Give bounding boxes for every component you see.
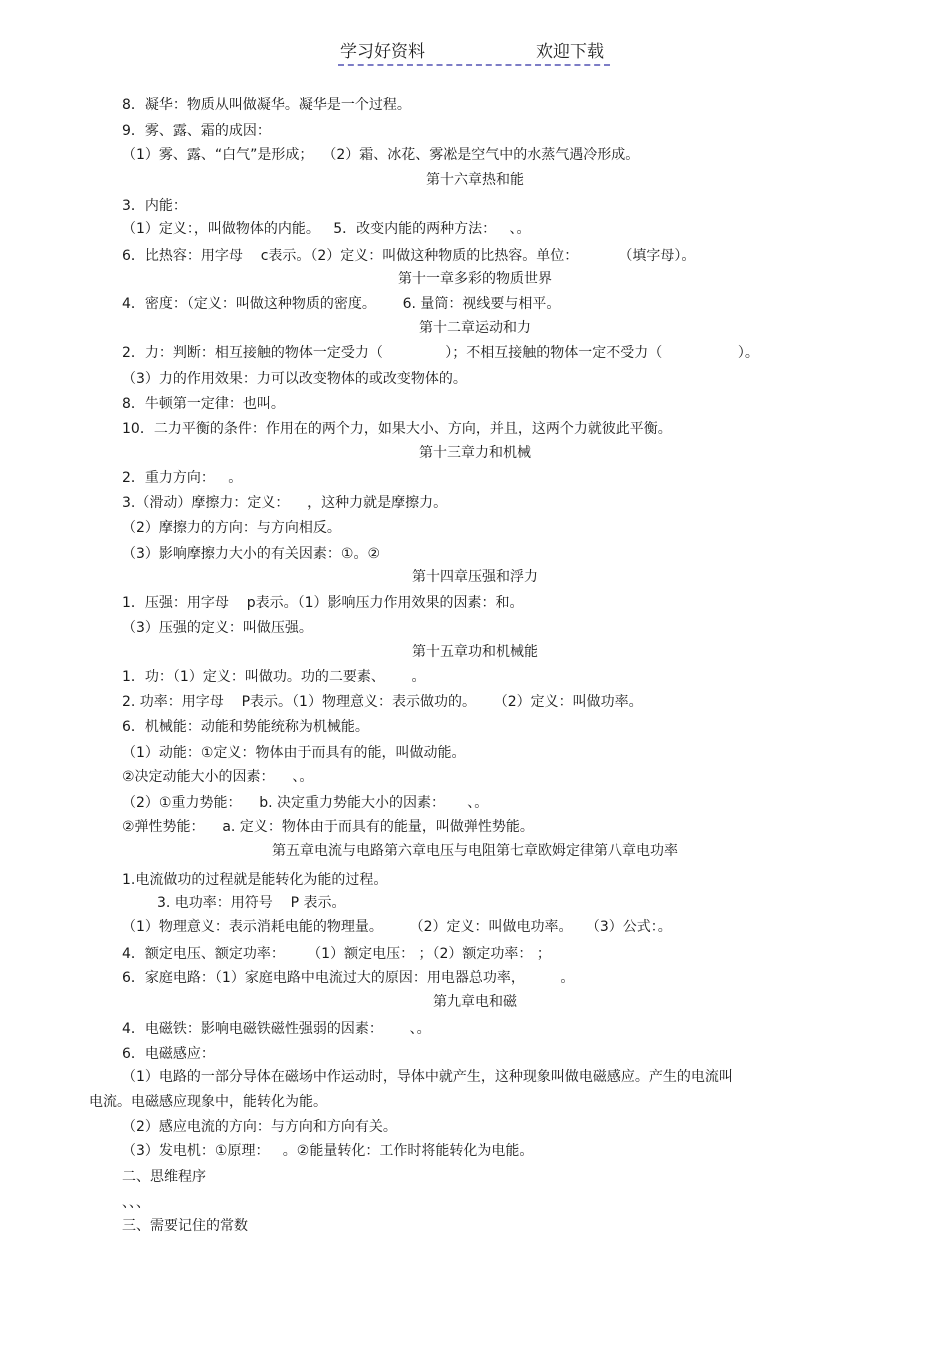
text-line: （3）力的作用效果：力可以改变物体的或改变物体的。 [122, 371, 467, 387]
text-line: ②弹性势能： a. 定义：物体由于而具有的能量，叫做弹性势能。 [122, 819, 534, 835]
text-line: 10．二力平衡的条件：作用在的两个力，如果大小、方向，并且，这两个力就彼此平衡。 [122, 421, 672, 437]
text-line: 1．功：（1）定义：叫做功。功的二要素、 。 [122, 669, 426, 685]
text-line: 2．力：判断：相互接触的物体一定受力（ ）；不相互接触的物体一定不受力（ ）。 [122, 345, 759, 361]
text-line: 8．牛顿第一定律：也叫。 [122, 396, 285, 412]
text-line: 4．密度：（定义：叫做这种物质的密度。 6. 量筒：视线要与相平。 [122, 296, 561, 312]
text-line: （1）电路的一部分导体在磁场中作运动时，导体中就产生，这种现象叫做电磁感应。产生的电流叫 [122, 1069, 733, 1085]
text-line: （1）物理意义：表示消耗电能的物理量。 （2）定义：叫做电功率。 （3）公式：。 [122, 919, 672, 935]
text-line: 3. 电功率：用符号 P 表示。 [157, 895, 346, 911]
chapter-heading: 第十四章压强和浮力 [412, 569, 538, 585]
text-line: （1）定义：，叫做物体的内能。 5．改变内能的两种方法： 、。 [122, 221, 531, 237]
text-line: 6．机械能：动能和势能统称为机械能。 [122, 719, 369, 735]
page-header [338, 40, 610, 66]
text-line: ②决定动能大小的因素： 、。 [122, 769, 314, 785]
text-line: （1）动能：①定义：物体由于而具有的能，叫做动能。 [122, 745, 466, 761]
header-right-text: 欢迎下载 [536, 42, 604, 62]
chapter-heading: 第十一章多彩的物质世界 [398, 271, 552, 287]
text-line: （3）发电机：①原理： 。②能量转化：工作时将能转化为电能。 [122, 1143, 534, 1159]
text-line: （2）①重力势能： b. 决定重力势能大小的因素： 、。 [122, 795, 489, 811]
chapter-heading: 第十五章功和机械能 [412, 644, 538, 660]
text-line: 3.（滑动）摩擦力：定义： ，这种力就是摩擦力。 [122, 495, 448, 511]
text-line: （1）雾、露、“白气”是形成； （2）霜、冰花、雾凇是空气中的水蒸气遇冷形成。 [122, 147, 640, 163]
text-line: 8．凝华：物质从叫做凝华。凝华是一个过程。 [122, 97, 411, 113]
text-line: 电流。电磁感应现象中，能转化为能。 [89, 1094, 327, 1110]
text-line: 2．重力方向： 。 [122, 470, 243, 486]
chapter-heading: 第十六章热和能 [426, 172, 524, 188]
text-line: （2）感应电流的方向：与方向和方向有关。 [122, 1119, 397, 1135]
text-line: 9．雾、露、霜的成因： [122, 123, 271, 139]
chapter-heading: 第九章电和磁 [433, 994, 517, 1010]
chapter-heading: 第十二章运动和力 [419, 320, 531, 336]
text-line: 二、思维程序 [122, 1169, 206, 1185]
header-left-text: 学习好资料 [340, 42, 425, 62]
text-line: 三、需要记住的常数 [122, 1218, 248, 1234]
text-line: 1.电流做功的过程就是能转化为能的过程。 [122, 872, 388, 888]
text-line: 6．家庭电路：（1）家庭电路中电流过大的原因：用电器总功率， 。 [122, 970, 575, 986]
chapter-heading: 第十三章力和机械 [419, 445, 531, 461]
text-line: 3．内能： [122, 198, 187, 214]
text-line: 2. 功率：用字母 P表示。（1）物理意义：表示做功的。 （2）定义：叫做功率。 [122, 694, 643, 710]
text-line: 6．比热容：用字母 c表示。（2）定义：叫做这种物质的比热容。单位： （填字母）。 [122, 248, 696, 264]
text-line: （2）摩擦力的方向：与方向相反。 [122, 520, 341, 536]
text-line: 4．电磁铁：影响电磁铁磁性强弱的因素： 、。 [122, 1021, 431, 1037]
text-line: 、、、 [122, 1195, 150, 1211]
text-line: （3）影响摩擦力大小的有关因素：①。② [122, 546, 381, 562]
text-line: （3）压强的定义：叫做压强。 [122, 620, 313, 636]
text-line: 6．电磁感应： [122, 1046, 215, 1062]
chapter-heading: 第五章电流与电路第六章电压与电阻第七章欧姆定律第八章电功率 [272, 843, 678, 859]
text-line: 4．额定电压、额定功率： （1）额定电压： ；（2）额定功率： ； [122, 946, 551, 962]
text-line: 1．压强：用字母 p表示。（1）影响压力作用效果的因素：和。 [122, 595, 524, 611]
